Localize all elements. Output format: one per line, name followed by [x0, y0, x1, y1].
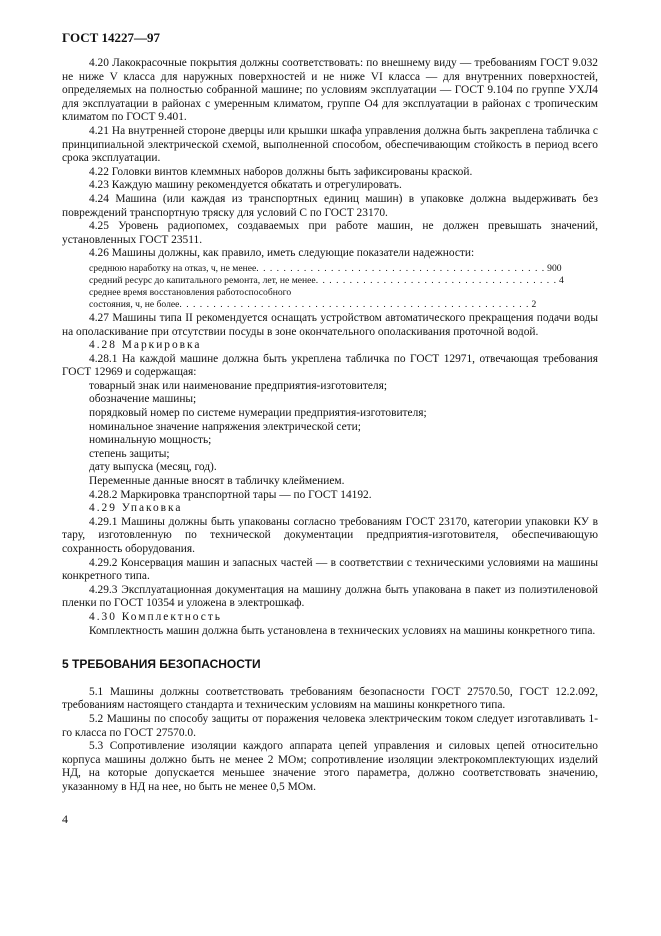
reliability-value: 4 [558, 274, 564, 286]
list-item: товарный знак или наименование предприятия-изготовителя; [89, 379, 388, 392]
clause-5-3: 5.3 Сопротивление изоляции каждого аппарата цепей управления и силовых цепей относительно корпуса машины должно быть не менее 2 МОм; сопротивление изоляции электрокомплектующих изделий НД, на которые допускается меньшее значение этого параметра, должно соответствовать значению, указанному в НД на нее, но быть не менее 0,5 МОм. [62, 740, 598, 793]
clause-4-27: 4.27 Машины типа II рекомендуется оснащать устройством автоматического прекращения подачи воды на ополаскивание при отсутствии посуды в зоне окончательного ополаскивания проточной водой. [62, 311, 598, 338]
list-item: номинальную мощность; [89, 434, 212, 447]
list-item: дату выпуска (месяц, год). [89, 461, 217, 474]
clause-4-30: Комплектность машин должна быть установлена в технических условиях на машины конкретного типа. [89, 624, 596, 637]
heading-4-29: 4.29 Упаковка [89, 502, 183, 515]
reliability-label: среднюю наработку на отказ, ч, не менее [89, 262, 257, 274]
list-item: порядковый номер по системе нумерации предприятия-изготовителя; [89, 407, 427, 420]
clause-5-1: 5.1 Машины должны соответствовать требованиям безопасности ГОСТ 27570.50, ГОСТ 12.2.092, требованиям настоящего стандарта и техническим условиям на машины конкретного типа. [62, 685, 598, 712]
page-header: ГОСТ 14227—97 [62, 30, 161, 45]
clause-4-26: 4.26 Машины должны, как правило, иметь следующие показатели надежности: [89, 247, 475, 260]
list-item: номинальное значение напряжения электрической сети; [89, 420, 361, 433]
reliability-value: 2 [531, 298, 537, 310]
page-number: 4 [62, 812, 68, 826]
clause-4-28-2: 4.28.2 Маркировка транспортной тары — по ГОСТ 14192. [89, 488, 372, 501]
clause-4-23: 4.23 Каждую машину рекомендуется обкатать и отрегулировать. [89, 179, 402, 192]
clause-4-24: 4.24 Машина (или каждая из транспортных единиц машин) в упаковке должна выдерживать без повреждений транспортную тряску для условий С по ГОСТ 23170. [62, 192, 598, 219]
clause-4-29-3: 4.29.3 Эксплуатационная документация на машину должна быть упакована в пакет из полиэтиленовой пленки по ГОСТ 10354 и уложена в электрошкаф. [62, 583, 598, 610]
reliability-row-mtbf: среднюю наработку на отказ, ч, не менее . . . . . . . . . . . . . . . . . . . . . . . . . . . . . . . . . . . . . . . . . . . 900 [89, 262, 562, 274]
section-5-title: 5 ТРЕБОВАНИЯ БЕЗОПАСНОСТИ [62, 657, 261, 672]
marking-list [62, 380, 598, 489]
heading-4-28: 4.28 Маркировка [89, 339, 202, 352]
list-item: обозначение машины; [89, 393, 197, 406]
clause-4-29-2: 4.29.2 Консервация машин и запасных частей — в соответствии с техническими условиями на машины конкретного типа. [62, 556, 598, 583]
clause-5-2: 5.2 Машины по способу защиты от поражения человека электрическим током следует изготавливать 1-го класса по ГОСТ 27570.0. [62, 712, 598, 739]
list-item: Переменные данные вносят в табличку клеймением. [89, 475, 345, 488]
clause-4-20: 4.20 Лакокрасочные покрытия должны соответствовать: по внешнему виду — требованиям ГОСТ 9.032 не ниже V класса для наружных поверхностей и не ниже VI класса — для внутренних поверхностей, определяемых на полностью собранной машине; по условиям эксплуатации — ГОСТ 9.104 по группе УХЛ4 для эксплуатации в районах с умеренным климатом, группе О4 для эксплуатации в районах с тропическим климатом по ГОСТ 9.401. [62, 57, 598, 124]
list-item: степень защиты; [89, 447, 170, 460]
reliability-row-recovery: состояния, ч, не более . . . . . . . . . . . . . . . . . . . . . . . . . . . . . . . . . . . . . . . . . . . . . . . . . . . . 2 [89, 298, 537, 310]
reliability-row-resource: средний ресурс до капитального ремонта, лет, не менее . . . . . . . . . . . . . . . . . . . . . . . . . . . . . . . . . . . . 4 [89, 274, 564, 286]
document-body [62, 57, 598, 795]
reliability-label: состояния, ч, не более [89, 298, 180, 310]
clause-4-29-1: 4.29.1 Машины должны быть упакованы согласно требованиям ГОСТ 23170, категории упаковки КУ в тару, изготовленную по технической документации предприятия-изготовителя, обеспечивающую сохранность оборудования. [62, 515, 598, 555]
clause-4-28-1: 4.28.1 На каждой машине должна быть укреплена табличка по ГОСТ 12971, отвечающая требования ГОСТ 12969 и содержащая: [62, 352, 598, 379]
heading-4-30: 4.30 Комплектность [89, 610, 222, 623]
reliability-label: среднее время восстановления работоспособного [89, 286, 292, 298]
reliability-label: средний ресурс до капитального ремонта, лет, не менее [89, 274, 316, 286]
reliability-value: 900 [547, 262, 562, 274]
clause-4-25: 4.25 Уровень радиопомех, создаваемых при работе машин, не должен превышать значений, установленных ГОСТ 23511. [62, 220, 598, 246]
clause-4-21: 4.21 На внутренней стороне дверцы или крышки шкафа управления должна быть закреплена табличка с принципиальной электрической схемой, выполненной способом, обеспечивающим стойкость в период всего срока эксплуатации. [62, 124, 598, 165]
clause-4-22: 4.22 Головки винтов клеммных наборов должны быть зафиксированы краской. [89, 165, 473, 178]
reliability-table [62, 263, 598, 311]
